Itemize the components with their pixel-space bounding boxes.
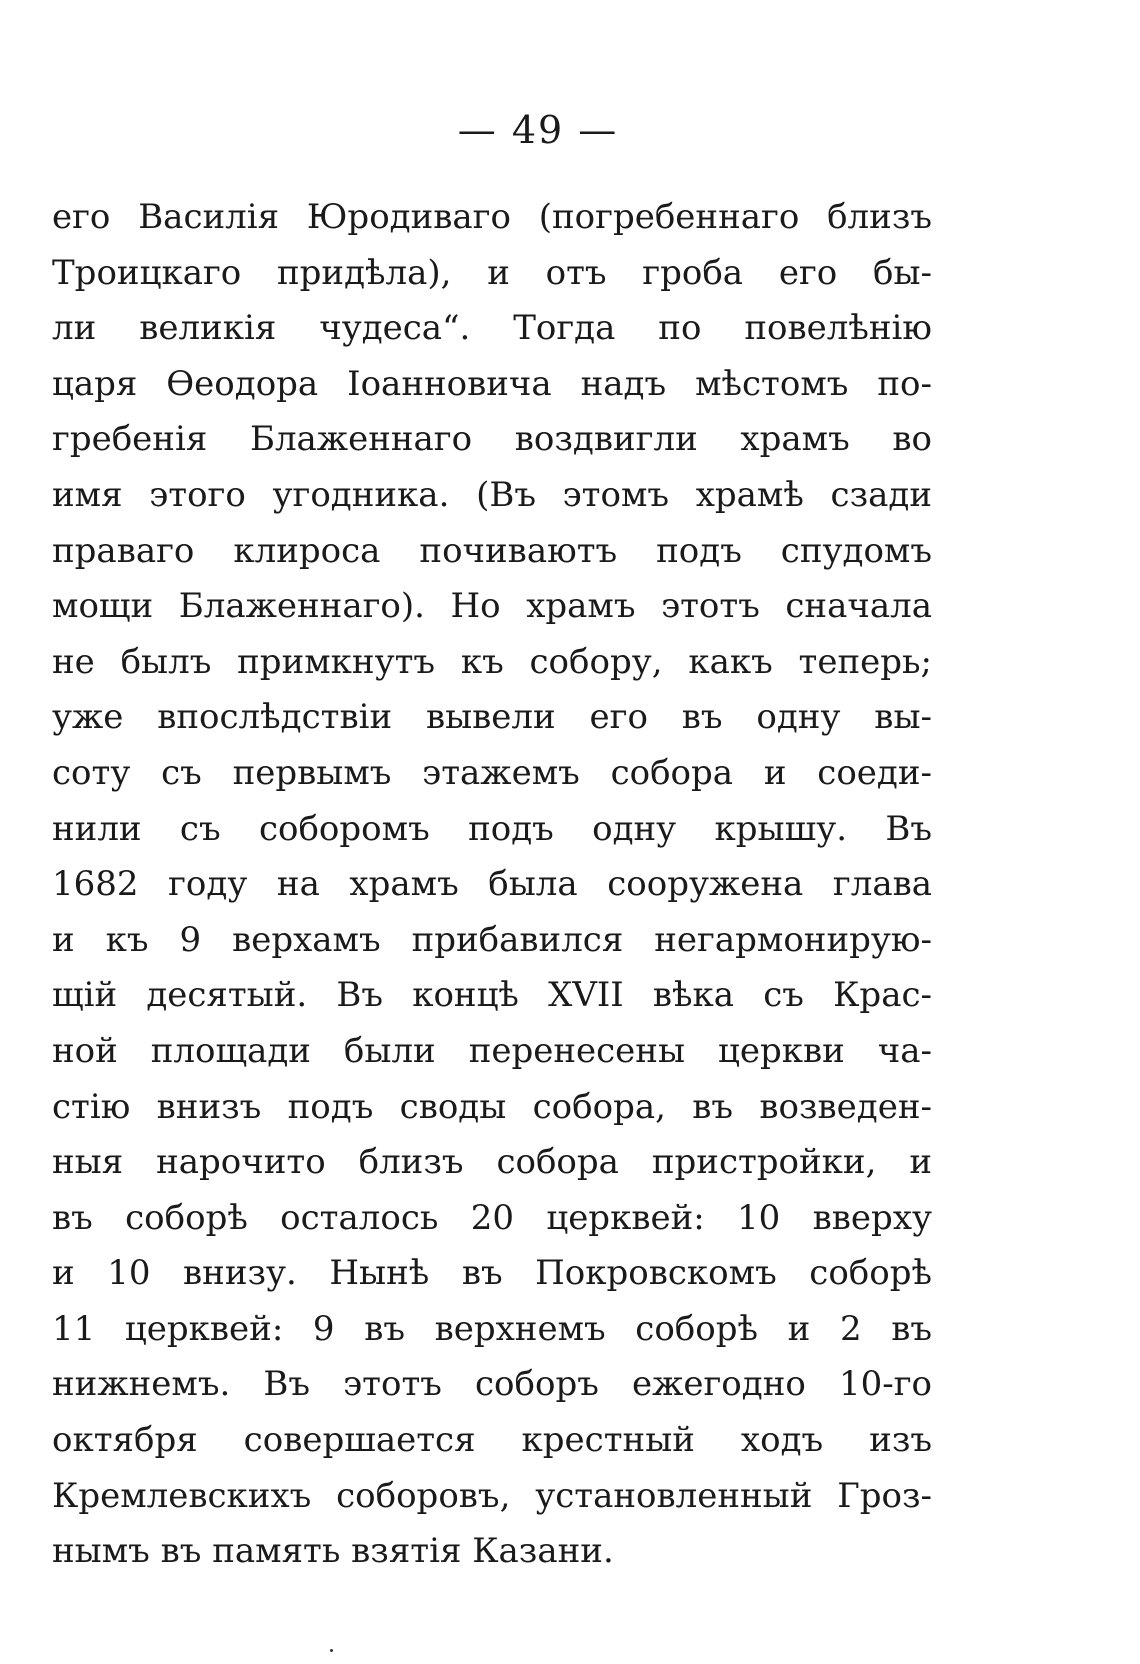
text-line: его Василія Юродиваго (погребеннаго близъ	[52, 197, 932, 237]
body-text	[52, 190, 932, 1580]
text-line: мощи Блаженнаго). Но храмъ этотъ сначала	[52, 586, 932, 627]
text-line: ли великія чудеса“. Тогда по повелѣнію	[52, 308, 932, 349]
text-line: щій десятый. Въ концѣ XVII вѣка съ Крас-	[52, 975, 932, 1016]
text-line: имя этого угодника. (Въ этомъ храмѣ сзади	[52, 474, 932, 515]
page-number: — 49 —	[457, 108, 619, 152]
text-line: гребенія Блаженнаго воздвигли храмъ во	[52, 419, 932, 460]
text-line: Кремлевскихъ соборовъ, установленный Гроз-	[52, 1475, 932, 1516]
text-line: и къ 9 верхамъ прибавился негармонирую-	[52, 919, 932, 960]
text-line: и 10 внизу. Нынѣ въ Покровскомъ соборѣ	[52, 1253, 932, 1294]
text-line: стію внизъ подъ своды собора, въ возведен-	[52, 1086, 932, 1127]
text-line: октября совершается крестный ходъ изъ	[52, 1420, 932, 1461]
text-line: нили съ соборомъ подъ одну крышу. Въ	[52, 808, 932, 849]
text-line: ной площади были перенесены церкви ча-	[52, 1030, 932, 1071]
text-line: ныя нарочито близъ собора пристройки, и	[52, 1142, 932, 1183]
ink-speck	[330, 1649, 333, 1652]
text-line: Троицкаго придѣла), и отъ гроба его бы-	[52, 252, 932, 293]
text-line: въ соборѣ осталось 20 церквей: 10 вверху	[52, 1197, 932, 1238]
text-line: 1682 году на храмъ была сооружена глава	[52, 864, 932, 905]
text-line: соту съ первымъ этажемъ собора и соеди-	[52, 752, 932, 793]
text-line: 11 церквей: 9 въ верхнемъ соборѣ и 2 въ	[52, 1308, 932, 1349]
text-line: нижнемъ. Въ этотъ соборъ ежегодно 10-го	[52, 1364, 932, 1405]
text-line: царя Ѳеодора Іоанновича надъ мѣстомъ по-	[52, 363, 932, 404]
text-line: не былъ примкнутъ къ собору, какъ теперь;	[52, 641, 932, 682]
text-line: уже впослѣдствіи вывели его въ одну вы-	[52, 697, 932, 738]
text-line-last: нымъ въ память взятія Казани.	[52, 1531, 614, 1572]
text-line: праваго клироса почиваютъ подъ спудомъ	[52, 530, 932, 571]
